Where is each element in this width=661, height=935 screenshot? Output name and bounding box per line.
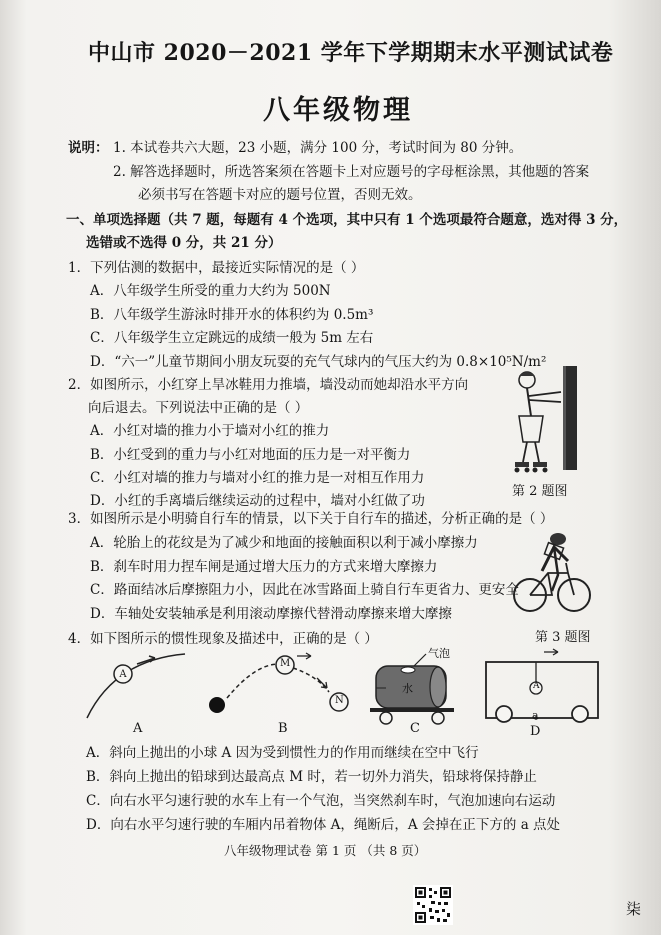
q4-fig-a-label: A	[133, 721, 143, 736]
exam-subtitle: 八年级物理	[263, 95, 413, 126]
q4-fig-c-label: C	[410, 721, 420, 736]
section-heading-line-1: 一、单项选择题（共 7 题，每题有 4 个选项，其中只有 1 个选项最符合题意，选对得 3 分，	[66, 212, 628, 228]
q2-stem-line-2: 向后退去。下列说法中正确的是（ ）	[88, 400, 309, 416]
q4-fig-d-point-label: a	[532, 709, 539, 722]
q4-fig-a-ball-label: A	[119, 669, 127, 680]
q4-fig-c-water-label: 水	[402, 682, 413, 695]
q4-stem: 4．如下图所示的惯性现象及描述中，正确的是（ ）	[68, 631, 378, 647]
q4-option-d: D．向右水平匀速行驶的车厢内吊着物体 A，绳断后，A 会掉在正下方的 a 点处	[86, 817, 561, 833]
q1-option-d: D．“六一”儿童节期间小朋友玩耍的充气气球内的气压大约为 0.8×10⁵N/m²	[90, 354, 547, 370]
q2-option-b: B．小红受到的重力与小红对地面的压力是一对平衡力	[90, 447, 411, 463]
q1-stem: 1．下列估测的数据中，最接近实际情况的是（ ）	[68, 260, 365, 276]
girl-pushing-wall-figure	[505, 366, 577, 474]
corner-mark: 柒	[626, 900, 642, 918]
page-footer: 八年级物理试卷 第 1 页 （共 8 页）	[224, 843, 427, 858]
q4-option-b: B．斜向上抛出的铅球到达最高点 M 时，若一切外力消失，铅球将保持静止	[86, 769, 537, 785]
notes-line-1: 1. 本试卷共六大题，23 小题，满分 100 分，考试时间为 80 分钟。	[113, 140, 523, 156]
q1-option-b: B．八年级学生游泳时排开水的体积约为 0.5m³	[90, 307, 374, 323]
q2-option-c: C．小红对墙的推力与墙对小红的推力是一对相互作用力	[90, 470, 425, 486]
cyclist-figure	[512, 525, 592, 617]
q1-option-a: A．八年级学生所受的重力大约为 500N	[90, 283, 331, 299]
q3-option-d: D．车轴处安装轴承是利用滚动摩擦代替滑动摩擦来增大摩擦	[90, 606, 452, 622]
q4-fig-d-object-label: A	[533, 681, 540, 691]
q4-fig-b-label: B	[278, 721, 288, 736]
notes-line-3: 必须书写在答题卡对应的题号位置，否则无效。	[138, 187, 422, 203]
notes-line-2: 2. 解答选择题时，所选答案须在答题卡上对应题号的字母框涂黑，其他题的答案	[113, 164, 590, 180]
notes-label: 说明：	[68, 140, 109, 156]
q1-option-c: C．八年级学生立定跳远的成绩一般为 5m 左右	[90, 330, 374, 346]
q4-fig-b-m-label: M	[280, 658, 291, 669]
q2-figure-caption: 第 2 题图	[512, 484, 568, 499]
q4-fig-b-n-label: N	[335, 695, 344, 706]
q3-option-a: A．轮胎上的花纹是为了减少和地面的接触面积以利于减小摩擦力	[90, 535, 478, 551]
q4-option-a: A．斜向上抛出的小球 A 因为受到惯性力的作用而继续在空中飞行	[86, 745, 479, 761]
q3-option-b: B．刹车时用力捏车闸是通过增大压力的方式来增大摩擦力	[90, 559, 438, 575]
section-heading-line-2: 选错或不选得 0 分，共 21 分）	[86, 235, 282, 251]
q4-option-c: C．向右水平匀速行驶的水车上有一个气泡，当突然刹车时，气泡加速向右运动	[86, 793, 556, 809]
q3-stem: 3．如图所示是小明骑自行车的情景，以下关于自行车的描述，分析正确的是（ ）	[68, 511, 554, 527]
q3-option-c: C．路面结冰后摩擦阻力小，因此在冰雪路面上骑自行车更省力、更安全	[90, 582, 519, 598]
qr-code-icon	[413, 885, 453, 925]
q2-option-a: A．小红对墙的推力小于墙对小红的推力	[90, 423, 330, 439]
q4-figure-d	[482, 648, 602, 730]
q4-fig-c-bubble-label: 气泡	[428, 647, 450, 660]
exam-title: 中山市 2020－2021 学年下学期期末水平测试试卷	[88, 40, 614, 66]
q2-stem-line-1: 2．如图所示，小红穿上旱冰鞋用力推墙，墙没动而她却沿水平方向	[68, 377, 469, 393]
q4-figure-a	[85, 650, 195, 720]
q4-fig-d-label: D	[530, 724, 541, 739]
q3-figure-caption: 第 3 题图	[535, 630, 591, 645]
q2-option-d: D．小红的手离墙后继续运动的过程中，墙对小红做了功	[90, 493, 425, 509]
